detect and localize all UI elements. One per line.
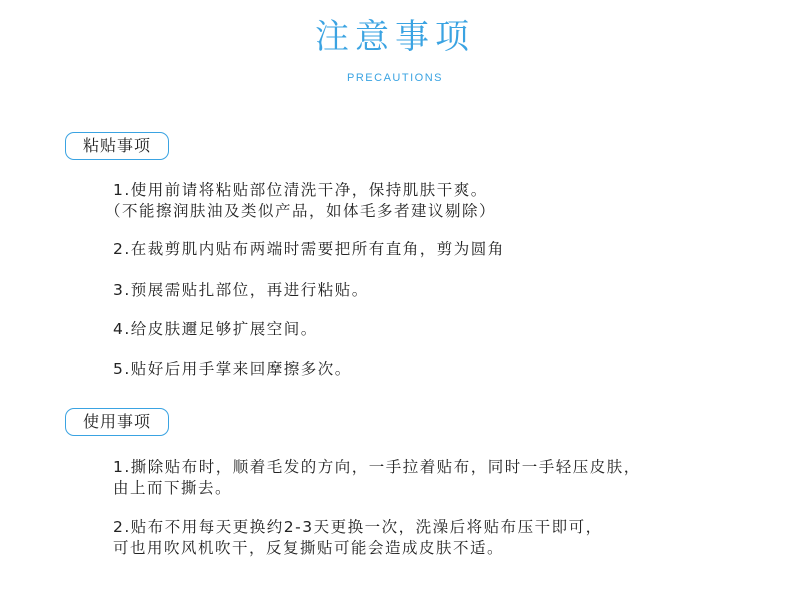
item-text: 1.撕除贴布时，顺着毛发的方向，一手拉着贴布，同时一手轻压皮肤， xyxy=(113,458,641,476)
item-note: （不能擦润肤油及类似产品，如体毛多者建议剔除） xyxy=(105,202,497,220)
item-text: 1.使用前请将粘贴部位清洗干净，保持肌肤干爽。 xyxy=(113,181,488,199)
item-text-cont: 可也用吹风机吹干，反复撕贴可能会造成皮肤不适。 xyxy=(113,539,505,557)
list-item xyxy=(113,517,603,559)
list-item xyxy=(113,457,641,499)
list-item xyxy=(113,280,369,301)
list-item xyxy=(113,239,505,260)
item-text: 4.给皮肤邇足够扩展空间。 xyxy=(113,320,318,338)
item-text: 5.贴好后用手掌来回摩擦多次。 xyxy=(113,360,352,378)
item-text: 3.预展需贴扎部位，再进行粘贴。 xyxy=(113,281,369,299)
item-text: 2.在裁剪肌内贴布两端时需要把所有直角，剪为圆角 xyxy=(113,240,505,258)
section-tag-paste: 粘贴事项 xyxy=(65,132,169,160)
page-subtitle: PRECAUTIONS xyxy=(347,72,443,84)
list-item xyxy=(113,359,352,380)
item-text: 2.贴布不用每天更换约2-3天更换一次，洗澡后将贴布压干即可， xyxy=(113,518,603,536)
section-tag-usage: 使用事项 xyxy=(65,408,169,436)
list-item xyxy=(113,319,318,340)
item-text-cont: 由上而下撕去。 xyxy=(113,479,233,497)
page-title: 注意事项 xyxy=(315,17,475,57)
list-item xyxy=(105,180,497,222)
